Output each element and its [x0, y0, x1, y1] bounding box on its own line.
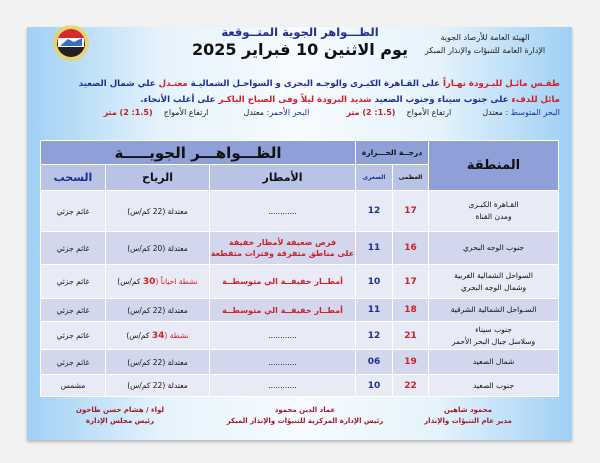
logo-icon [48, 24, 94, 62]
red-sea-value: معتدل [243, 108, 265, 117]
forecast-table [40, 140, 559, 397]
cloud-header: السحب [41, 165, 106, 191]
max-temp-cell: 22 [393, 375, 429, 397]
org-line-1: الهيئة العامة للأرصاد الجوية [440, 33, 530, 42]
wind-cell [106, 265, 210, 299]
red-waves-label: ارتفاع الأمواج [163, 108, 209, 117]
wind-speed: 30 [142, 276, 156, 287]
phenomena-header: الظـــواهـــر الجويـــــة [41, 141, 356, 165]
weather-summary [40, 76, 560, 108]
region-name: ومدن القناة [475, 212, 512, 221]
max-temp-cell: 17 [393, 265, 429, 299]
region-header: المنطقة [429, 141, 559, 191]
region-name: شمال الصعيد [472, 357, 515, 366]
region-name: جنوب سيناء [475, 324, 512, 334]
wind-unit: كم/س) [126, 330, 152, 340]
forecast-date: يوم الاثنين 10 فبراير 2025 [191, 40, 409, 59]
summary-line-2 [40, 92, 560, 108]
wind-cell: معتدلة (22 كم/س) [106, 350, 210, 375]
min-temp-header: الصغرى [356, 165, 393, 191]
table-row [41, 191, 559, 232]
rain-text: فرص ضعيفة لأمطار خفيفة [228, 238, 337, 247]
region-cell [429, 375, 559, 397]
rain-cell: ............ [210, 350, 356, 375]
max-temp-cell: 19 [393, 350, 429, 375]
rain-header: الأمطار [210, 165, 356, 191]
region-name: القـاهرة الكبـرى [468, 200, 519, 209]
wind-cell: معتدلة (22 كم/س) [106, 299, 210, 322]
cloud-cell: غائم جزئي [41, 299, 106, 322]
signature-1 [388, 405, 548, 427]
region-name: وشمال الوجه البحري [460, 282, 527, 292]
summary-segment: على القـاهرة الكبـرى والوجـه البحرى و السواحـل الشماليـة [187, 79, 440, 89]
max-temp-cell: 18 [393, 299, 429, 322]
table-row [41, 299, 559, 322]
min-temp-cell: 11 [356, 299, 393, 322]
max-temp-cell: 16 [393, 232, 429, 265]
red-sea-label: البحر الأحمر: [266, 108, 310, 117]
summary-segment: طقـس مائـل للبـرودة نهـاراً [439, 79, 560, 89]
red-waves-value: (1.5: 2) متر [103, 108, 153, 117]
min-temp-cell: 11 [356, 232, 393, 265]
max-temp-cell: 21 [393, 322, 429, 350]
rain-cell [210, 232, 356, 265]
wind-speed: 34 [151, 330, 165, 341]
signature-title: رئيس مجلس الإدارة [85, 417, 155, 425]
table-row [41, 375, 559, 397]
org-line-2: الإدارة العامة للتنبؤات والإنذار المبكر [424, 46, 546, 55]
rain-cell: ............ [210, 191, 356, 232]
cloud-cell: مشمس [41, 375, 106, 397]
region-name: جنوب الصعيد [473, 380, 514, 390]
rain-cell: ............ [210, 322, 356, 350]
region-cell [429, 232, 559, 265]
signature-name: عماد الدين محمود [274, 406, 336, 414]
signature-3 [55, 405, 185, 427]
med-waves-value: (1.5: 2) متر [346, 108, 396, 117]
wind-unit: كم/س) [117, 276, 143, 286]
wind-header: الرياح [106, 165, 210, 191]
wind-cell: معتدلة (22 كم/س) [106, 191, 210, 232]
wind-cell: معتدلة (22 كم/س) [106, 375, 210, 397]
min-temp-cell: 10 [356, 265, 393, 299]
region-cell [429, 322, 559, 350]
rain-cell: أمطــار خفيفــة الي متوسطــة [210, 265, 356, 299]
page-title: الظـــواهر الجوية المتــوقعة [221, 25, 379, 39]
temperature-header: درجــة الحـــرارة [356, 141, 429, 165]
min-temp-cell: 12 [356, 191, 393, 232]
signature-name: محمود شاهين [443, 406, 492, 414]
min-temp-cell: 10 [356, 375, 393, 397]
table-row [41, 232, 559, 265]
cloud-cell: غائم جزئي [41, 232, 106, 265]
region-cell [429, 350, 559, 375]
table-row [41, 350, 559, 375]
region-name: جنوب الوجه البحري [463, 243, 525, 252]
sea-state [40, 108, 560, 117]
region-name: وسلاسل جبال البحر الأحمر [451, 336, 536, 346]
summary-segment: على أغلب الأنحاء. [140, 95, 216, 105]
rain-text: على مناطق متفرقة وفترات متقطعة [210, 249, 355, 258]
summary-segment: علي شمال الصعيد [78, 79, 156, 89]
rain-cell: ............ [210, 375, 356, 397]
summary-segment: مائل للدفء [508, 95, 560, 105]
region-cell [429, 299, 559, 322]
med-waves-label: ارتفاع الأمواج [406, 108, 452, 117]
summary-segment: شديد البرودة ليلاً وفى الصباح الباكـر [215, 95, 372, 105]
wind-descriptor: نشطة احياناً ( [155, 276, 198, 286]
region-name: السـواحل الشمالية الشرقية [450, 305, 537, 314]
signature-title: مدير عام التنبؤات والإنذار [424, 417, 512, 425]
min-temp-cell: 12 [356, 322, 393, 350]
cloud-cell: غائم جزئي [41, 350, 106, 375]
signature-title: رئيس الإدارة المركزية للتنبؤات والإنذار المبكر [226, 417, 384, 425]
summary-segment: معتـدل [155, 79, 188, 89]
rain-cell: أمطــار خفيفــة الي متوسطــة [210, 299, 356, 322]
med-sea-value: معتدل [482, 108, 503, 117]
max-temp-cell: 17 [393, 191, 429, 232]
summary-segment: على جنوب سيناء وجنوب الصعيد [371, 95, 509, 105]
signature-name: لواء / هشام حسن طاحون [75, 406, 165, 414]
summary-line-1 [40, 76, 560, 92]
region-name: السواحل الشمالية الغربية [454, 270, 533, 280]
region-cell [429, 265, 559, 299]
cloud-cell: غائم جزئي [41, 191, 106, 232]
wind-cell [106, 322, 210, 350]
table-row [41, 265, 559, 299]
table-row [41, 322, 559, 350]
wind-cell: معتدلة (20 كم/س) [106, 232, 210, 265]
min-temp-cell: 06 [356, 350, 393, 375]
max-temp-header: العظمى [393, 165, 429, 191]
med-sea-label: البحر المتوسط : [505, 108, 560, 117]
cloud-cell: غائم جزئي [41, 322, 106, 350]
wind-descriptor: نشطة ( [164, 330, 189, 340]
cloud-cell: غائم جزئي [41, 265, 106, 299]
region-cell [429, 191, 559, 232]
organization-name [400, 31, 570, 57]
signature-2 [220, 405, 390, 427]
